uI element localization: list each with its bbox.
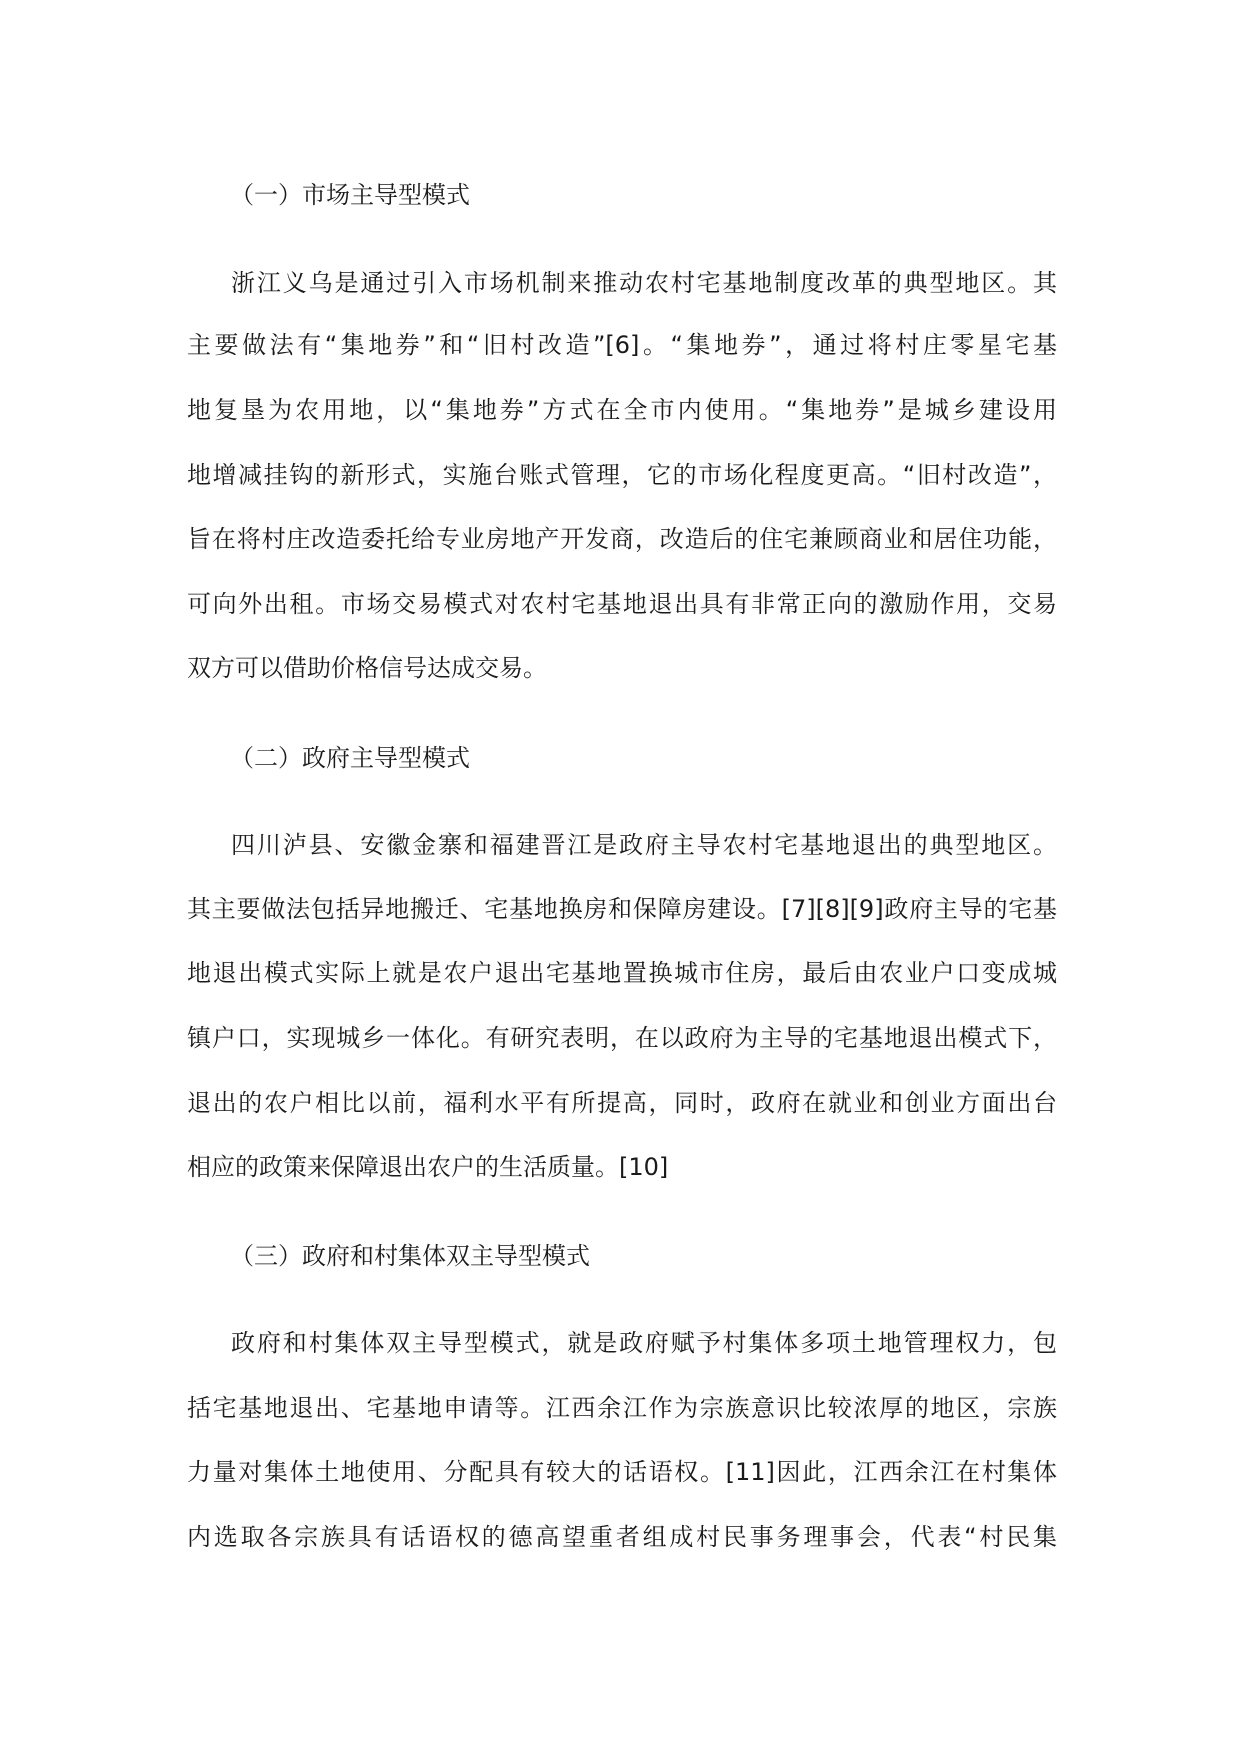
paragraph-line: 镇户口，实现城乡一体化。有研究表明，在以政府为主导的宅基地退出模式下，: [187, 1024, 1057, 1052]
paragraph-line: 政府和村集体双主导型模式，就是政府赋予村集体多项土地管理权力，包: [231, 1329, 1057, 1357]
paragraph-line: 地增减挂钩的新形式，实施台账式管理，它的市场化程度更高。“旧村改造”，: [187, 461, 1057, 489]
paragraph-line: 双方可以借助价格信号达成交易。: [187, 654, 547, 682]
paragraph-line: 其主要做法包括异地搬迁、宅基地换房和保障房建设。[7][8][9]政府主导的宅基: [187, 895, 1057, 923]
paragraph-line: 四川泸县、安徽金寨和福建晋江是政府主导农村宅基地退出的典型地区。: [231, 831, 1057, 859]
paragraph-line: 括宅基地退出、宅基地申请等。江西余江作为宗族意识比较浓厚的地区，宗族: [187, 1394, 1057, 1422]
section-heading-1: （一）市场主导型模式: [230, 181, 470, 209]
paragraph-line: 可向外出租。市场交易模式对农村宅基地退出具有非常正向的激励作用，交易: [187, 590, 1057, 618]
paragraph-line: 退出的农户相比以前，福利水平有所提高，同时，政府在就业和创业方面出台: [187, 1089, 1057, 1117]
paragraph-line: 内选取各宗族具有话语权的德高望重者组成村民事务理事会，代表“村民集: [187, 1523, 1057, 1551]
section-heading-3: （三）政府和村集体双主导型模式: [230, 1242, 590, 1270]
section-heading-2: （二）政府主导型模式: [230, 744, 470, 772]
paragraph-line: 相应的政策来保障退出农户的生活质量。[10]: [187, 1153, 669, 1181]
paragraph-line: 地退出模式实际上就是农户退出宅基地置换城市住房，最后由农业户口变成城: [187, 959, 1057, 987]
paragraph-line: 力量对集体土地使用、分配具有较大的话语权。[11]因此，江西余江在村集体: [187, 1458, 1057, 1486]
paragraph-line: 主要做法有“集地券”和“旧村改造”[6]。“集地券”，通过将村庄零星宅基: [187, 331, 1057, 359]
paragraph-line: 旨在将村庄改造委托给专业房地产开发商，改造后的住宅兼顾商业和居住功能，: [187, 525, 1057, 553]
paragraph-line: 浙江义乌是通过引入市场机制来推动农村宅基地制度改革的典型地区。其: [231, 269, 1057, 297]
paragraph-line: 地复垦为农用地，以“集地券”方式在全市内使用。“集地券”是城乡建设用: [187, 396, 1057, 424]
